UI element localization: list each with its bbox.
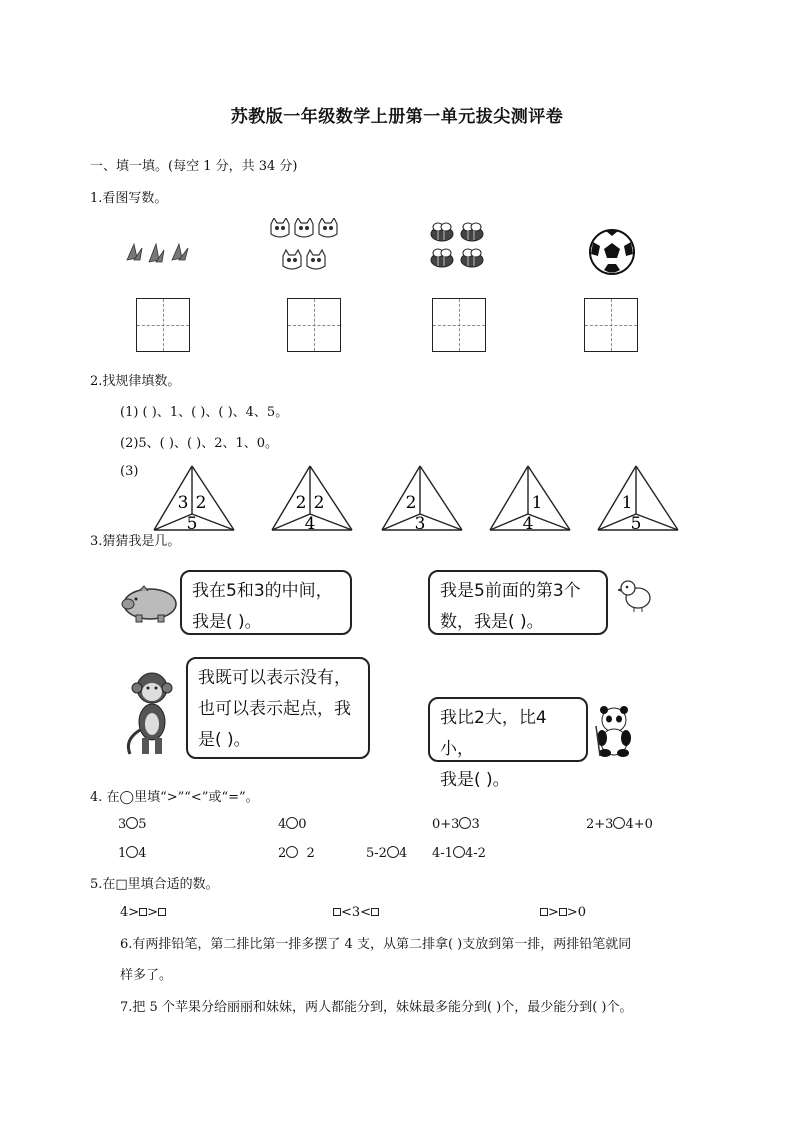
- pattern-line-3-label: (3): [120, 464, 139, 479]
- compare-item: 3 5: [118, 817, 147, 832]
- soccer-ball-picture: [588, 228, 636, 276]
- compare-item: 2 2: [278, 846, 315, 861]
- triangle-bottom-number: 5: [630, 514, 642, 534]
- compare-circle[interactable]: [453, 846, 465, 858]
- question-7-line-1: 7.把 5 个苹果分给丽丽和妹妹，两人都能分到，妹妹最多能分到( )个，最少能分到( )个。: [120, 1000, 633, 1015]
- fill-box[interactable]: [371, 908, 379, 916]
- question-4-label: 4. 在◯里填“>”“<”或“=”。: [90, 790, 259, 805]
- compare-item: 4-1 4-2: [432, 846, 486, 861]
- fill-box[interactable]: [158, 908, 166, 916]
- section-heading: 一、填一填。(每空 1 分，共 34 分): [90, 159, 298, 174]
- triangle-bottom-number: 4: [304, 514, 316, 534]
- cats-picture: [268, 218, 342, 282]
- answer-box-1[interactable]: [136, 298, 190, 352]
- triangle-row: [150, 462, 680, 534]
- answer-box-3[interactable]: [432, 298, 486, 352]
- compare-circle[interactable]: [286, 817, 298, 829]
- speech-bubble-4: 我比2大，比4小， 我是( )。: [428, 697, 588, 762]
- fill-box[interactable]: [540, 908, 548, 916]
- speech-bubble-1: 我在5和3的中间， 我是( )。: [180, 570, 352, 635]
- triangle-left-number: 2: [295, 493, 307, 513]
- speech-bubble-2: 我是5前面的第3个 数，我是( )。: [428, 570, 608, 635]
- answer-box-4[interactable]: [584, 298, 638, 352]
- compare-circle[interactable]: [459, 817, 471, 829]
- speech-bubble-3: 我既可以表示没有， 也可以表示起点，我 是( )。: [186, 657, 370, 759]
- answer-box-2[interactable]: [287, 298, 341, 352]
- triangle-right-number: 2: [313, 493, 325, 513]
- question-1-label: 1.看图写数。: [90, 191, 168, 206]
- triangle-left-number: 1: [621, 493, 633, 513]
- bees-picture: [428, 222, 492, 278]
- number-triangle: [272, 466, 352, 534]
- compare-item: 0+3 3: [432, 817, 480, 832]
- fill-box-item: > >0: [540, 905, 586, 920]
- question-6-line-1: 6.有两排铅笔，第二排比第一排多摆了 4 支，从第二排拿( )支放到第一排，两排铅笔就同: [120, 937, 632, 952]
- pig-icon: [120, 584, 180, 624]
- fill-box[interactable]: [139, 908, 147, 916]
- page-title: 苏教版一年级数学上册第一单元拔尖测评卷: [230, 107, 564, 127]
- compare-item: 5-2 4: [366, 846, 408, 861]
- number-triangle: [382, 466, 462, 534]
- triangle-right-number: 2: [195, 493, 207, 513]
- triangle-left-number: 2: [405, 493, 417, 513]
- number-triangle: [598, 466, 678, 534]
- fill-box-item: <3<: [333, 905, 379, 920]
- monkey-icon: [122, 670, 176, 758]
- fill-box-item: 4> >: [120, 905, 166, 920]
- triangle-bottom-number: 5: [186, 514, 198, 534]
- fill-box[interactable]: [559, 908, 567, 916]
- triangle-right-number: 1: [531, 493, 543, 513]
- compare-circle[interactable]: [126, 817, 138, 829]
- compare-circle[interactable]: [126, 846, 138, 858]
- chick-icon: [618, 578, 654, 612]
- pattern-line-1: (1) ( )、1、( )、( )、4、5。: [120, 405, 289, 420]
- compare-item: 2+3 4+0: [586, 817, 653, 832]
- triangle-bottom-number: 3: [414, 514, 426, 534]
- panda-icon: [592, 706, 636, 758]
- compare-item: 4 0: [278, 817, 307, 832]
- triangle-bottom-number: 4: [522, 514, 534, 534]
- question-6-line-2: 样多了。: [120, 968, 173, 983]
- pattern-line-2: (2)5、( )、( )、2、1、0。: [120, 436, 279, 451]
- question-3-label: 3.猜猜我是几。: [90, 534, 181, 549]
- fill-box[interactable]: [333, 908, 341, 916]
- triangle-left-number: 3: [177, 493, 189, 513]
- number-triangle: [490, 466, 570, 534]
- compare-circle[interactable]: [286, 846, 298, 858]
- compare-circle[interactable]: [613, 817, 625, 829]
- number-triangle: [154, 466, 234, 534]
- compare-circle[interactable]: [387, 846, 399, 858]
- question-2-label: 2.找规律填数。: [90, 374, 181, 389]
- butterflies-picture: [122, 238, 194, 266]
- question-5-label: 5.在□里填合适的数。: [90, 877, 219, 892]
- compare-item: 1 4: [118, 846, 147, 861]
